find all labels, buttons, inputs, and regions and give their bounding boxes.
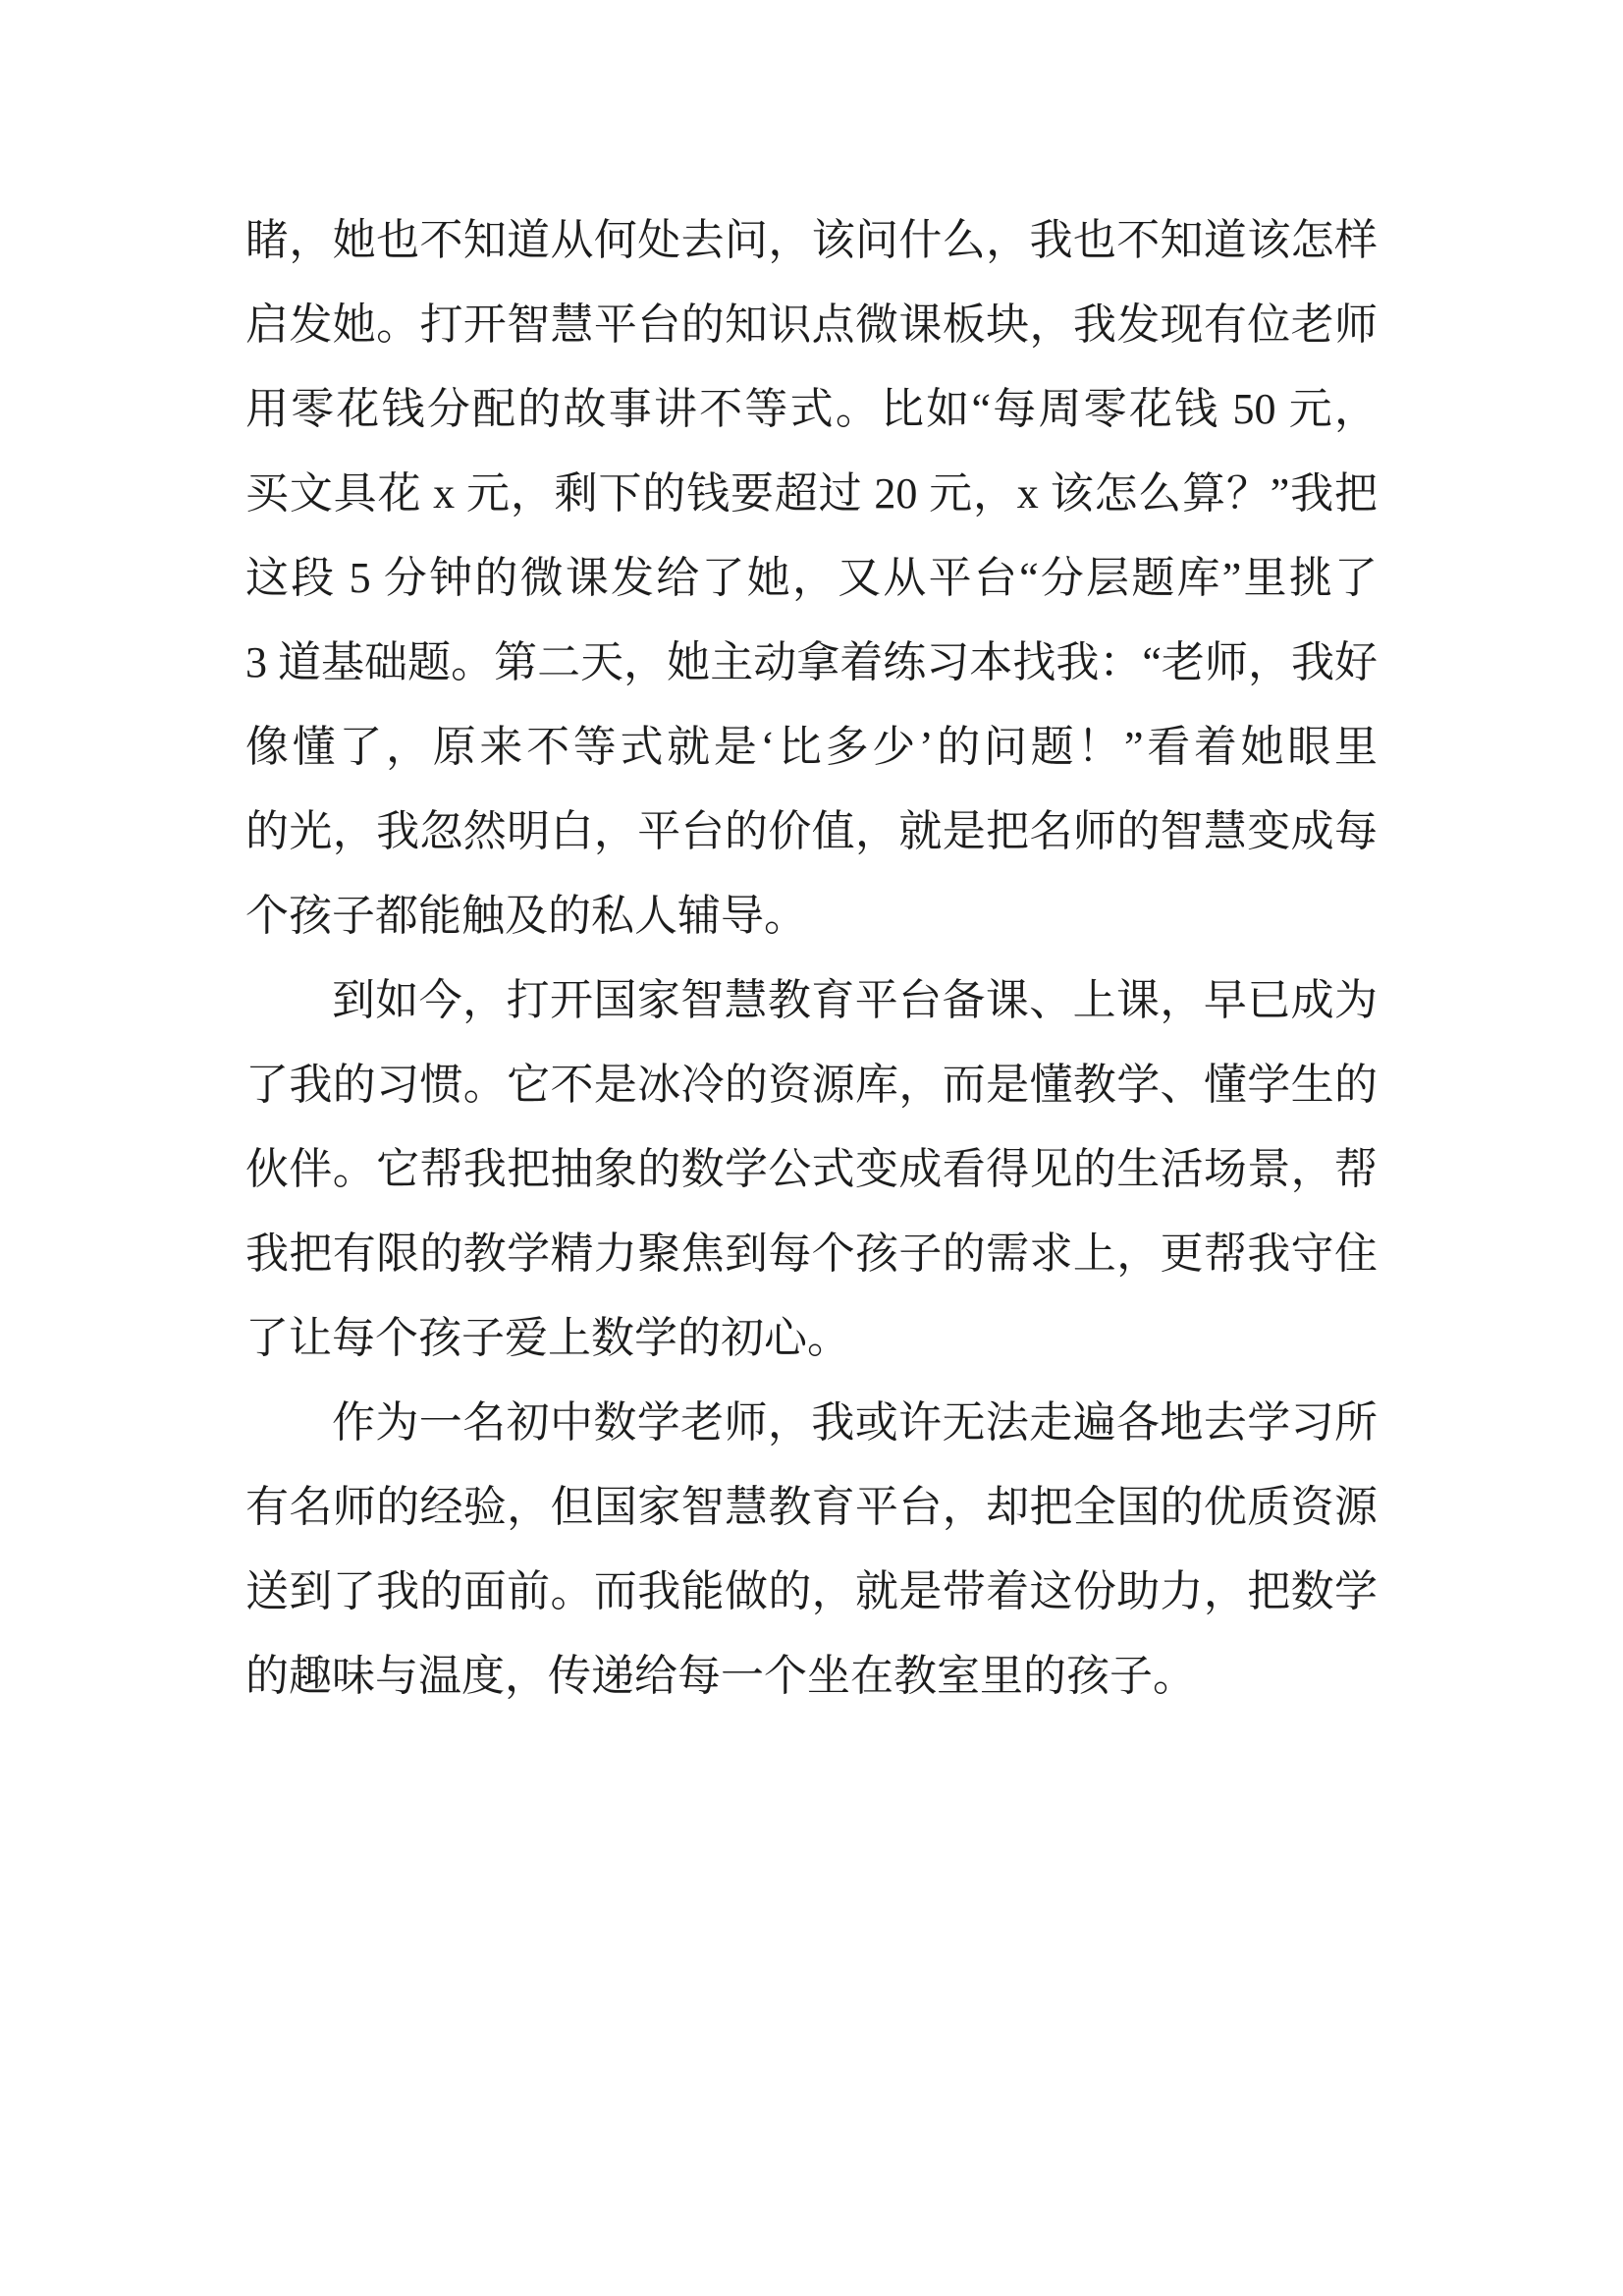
text-line: 了我的习惯。它不是冰冷的资源库，而是懂教学、懂学生的 <box>245 1061 1378 1109</box>
text-content <box>245 198 1378 1719</box>
text-line: 3 道基础题。第二天，她主动拿着练习本找我：“老师，我好 <box>245 638 1378 686</box>
text-line: 我把有限的教学精力聚焦到每个孩子的需求上，更帮我守住 <box>245 1230 1378 1278</box>
text-line: 送到了我的面前。而我能做的，就是带着这份助力，把数学 <box>245 1567 1378 1615</box>
text-line: 有名师的经验，但国家智慧教育平台，却把全国的优质资源 <box>245 1483 1378 1531</box>
text-line: 作为一名初中数学老师，我或许无法走遍各地去学习所 <box>332 1398 1378 1447</box>
text-line: 了让每个孩子爱上数学的初心。 <box>245 1314 850 1362</box>
paragraph-3 <box>245 1381 1378 1719</box>
text-line: 伙伴。它帮我把抽象的数学公式变成看得见的生活场景，帮 <box>245 1145 1378 1193</box>
text-line: 这段 5 分钟的微课发给了她，又从平台“分层题库”里挑了 <box>245 554 1378 602</box>
paragraph-2 <box>245 958 1378 1381</box>
paragraph-1 <box>245 198 1378 958</box>
text-line: 用零花钱分配的故事讲不等式。比如“每周零花钱 50 元， <box>245 385 1378 433</box>
text-line: 启发她。打开智慧平台的知识点微课板块，我发现有位老师 <box>245 301 1378 349</box>
text-line: 像懂了，原来不等式就是‘比多少’的问题！”看着她眼里 <box>245 723 1378 771</box>
text-line: 个孩子都能触及的私人辅导。 <box>245 892 807 940</box>
text-line: 睹，她也不知道从何处去问，该问什么，我也不知道该怎样 <box>245 216 1378 264</box>
text-line: 到如今，打开国家智慧教育平台备课、上课，早已成为 <box>332 976 1378 1024</box>
text-line: 的光，我忽然明白，平台的价值，就是把名师的智慧变成每 <box>245 807 1378 855</box>
text-line: 的趣味与温度，传递给每一个坐在教室里的孩子。 <box>245 1652 1196 1700</box>
text-line: 买文具花 x 元，剩下的钱要超过 20 元，x 该怎么算？”我把 <box>245 469 1378 518</box>
